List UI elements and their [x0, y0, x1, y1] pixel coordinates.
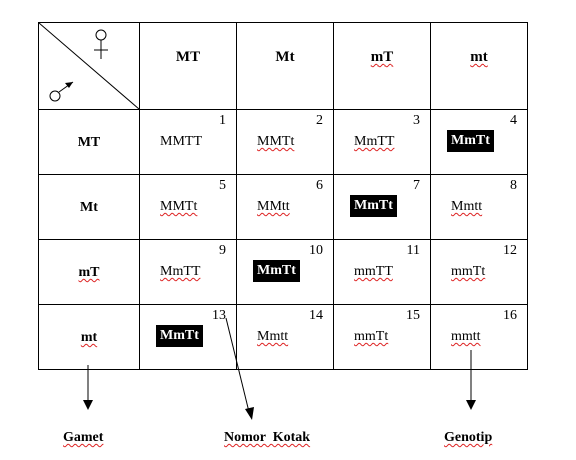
cell-number: 13 — [212, 308, 226, 323]
genotype: MMtt — [257, 199, 290, 214]
cell-number: 8 — [510, 178, 517, 193]
label-genotip: Genotip — [444, 430, 493, 445]
genotype: MmTT — [354, 134, 395, 149]
punnett-cell-13 — [140, 305, 237, 370]
punnett-cell-12 — [431, 240, 528, 305]
punnett-cell-9 — [140, 240, 237, 305]
punnett-cell-1 — [140, 110, 237, 175]
row-header-label: Mt — [80, 200, 98, 215]
punnett-cell-15 — [334, 305, 431, 370]
column-header-0 — [140, 23, 237, 110]
corner-cell — [39, 23, 140, 110]
cell-number: 16 — [503, 308, 517, 323]
row-header-label: mT — [78, 265, 100, 280]
genotype: mmTT — [354, 264, 393, 279]
punnett-cell-4 — [431, 110, 528, 175]
cell-number: 12 — [503, 243, 517, 258]
row-header-1 — [39, 175, 140, 240]
column-header-label: Mt — [275, 49, 295, 65]
column-header-label: MT — [175, 49, 201, 65]
cell-number: 6 — [316, 178, 323, 193]
row-header-3 — [39, 305, 140, 370]
punnett-cell-11 — [334, 240, 431, 305]
male-symbol-icon — [50, 82, 73, 101]
genotype: MMTt — [160, 199, 198, 214]
label-nomor-kotak: Nomor Kotak — [224, 430, 311, 445]
punnett-cell-2 — [237, 110, 334, 175]
cell-number: 7 — [413, 178, 420, 193]
cell-number: 14 — [309, 308, 323, 323]
label-gamet: Gamet — [63, 430, 104, 445]
row-header-label: mt — [80, 330, 98, 345]
punnett-cell-3 — [334, 110, 431, 175]
genotype: mmTt — [354, 329, 389, 344]
sex-symbols-diagonal — [39, 23, 139, 109]
column-header-label: mt — [470, 49, 488, 65]
cell-number: 4 — [510, 113, 517, 128]
cell-number: 5 — [219, 178, 226, 193]
row-header-2 — [39, 240, 140, 305]
genotype-highlighted: MmTt — [156, 325, 203, 347]
genotype-highlighted: MmTt — [447, 130, 494, 152]
row-header-0 — [39, 110, 140, 175]
cell-number: 9 — [219, 243, 226, 258]
genotype-highlighted: MmTt — [253, 260, 300, 282]
punnett-cell-10 — [237, 240, 334, 305]
cell-number: 11 — [406, 243, 420, 258]
punnett-cell-6 — [237, 175, 334, 240]
genotype: mmtt — [451, 329, 481, 344]
genotype-highlighted: MmTt — [350, 195, 397, 217]
genotype: MMTT — [160, 134, 202, 149]
punnett-square — [38, 22, 528, 370]
cell-number: 2 — [316, 113, 323, 128]
column-header-1 — [237, 23, 334, 110]
column-header-3 — [431, 23, 528, 110]
genotype: mmTt — [451, 264, 486, 279]
genotype: MmTT — [160, 264, 201, 279]
row-header-label: MT — [77, 135, 101, 150]
punnett-cell-14 — [237, 305, 334, 370]
female-symbol-icon — [94, 30, 108, 59]
cell-number: 3 — [413, 113, 420, 128]
punnett-cell-16 — [431, 305, 528, 370]
punnett-cell-7 — [334, 175, 431, 240]
genotype: Mmtt — [257, 329, 289, 344]
arrow-gamet-icon — [83, 365, 93, 410]
column-header-label: mT — [370, 49, 394, 65]
cell-number: 10 — [309, 243, 323, 258]
punnett-cell-5 — [140, 175, 237, 240]
cell-number: 1 — [219, 113, 226, 128]
punnett-cell-8 — [431, 175, 528, 240]
genotype: MMTt — [257, 134, 295, 149]
cell-number: 15 — [406, 308, 420, 323]
column-header-2 — [334, 23, 431, 110]
genotype: Mmtt — [451, 199, 483, 214]
